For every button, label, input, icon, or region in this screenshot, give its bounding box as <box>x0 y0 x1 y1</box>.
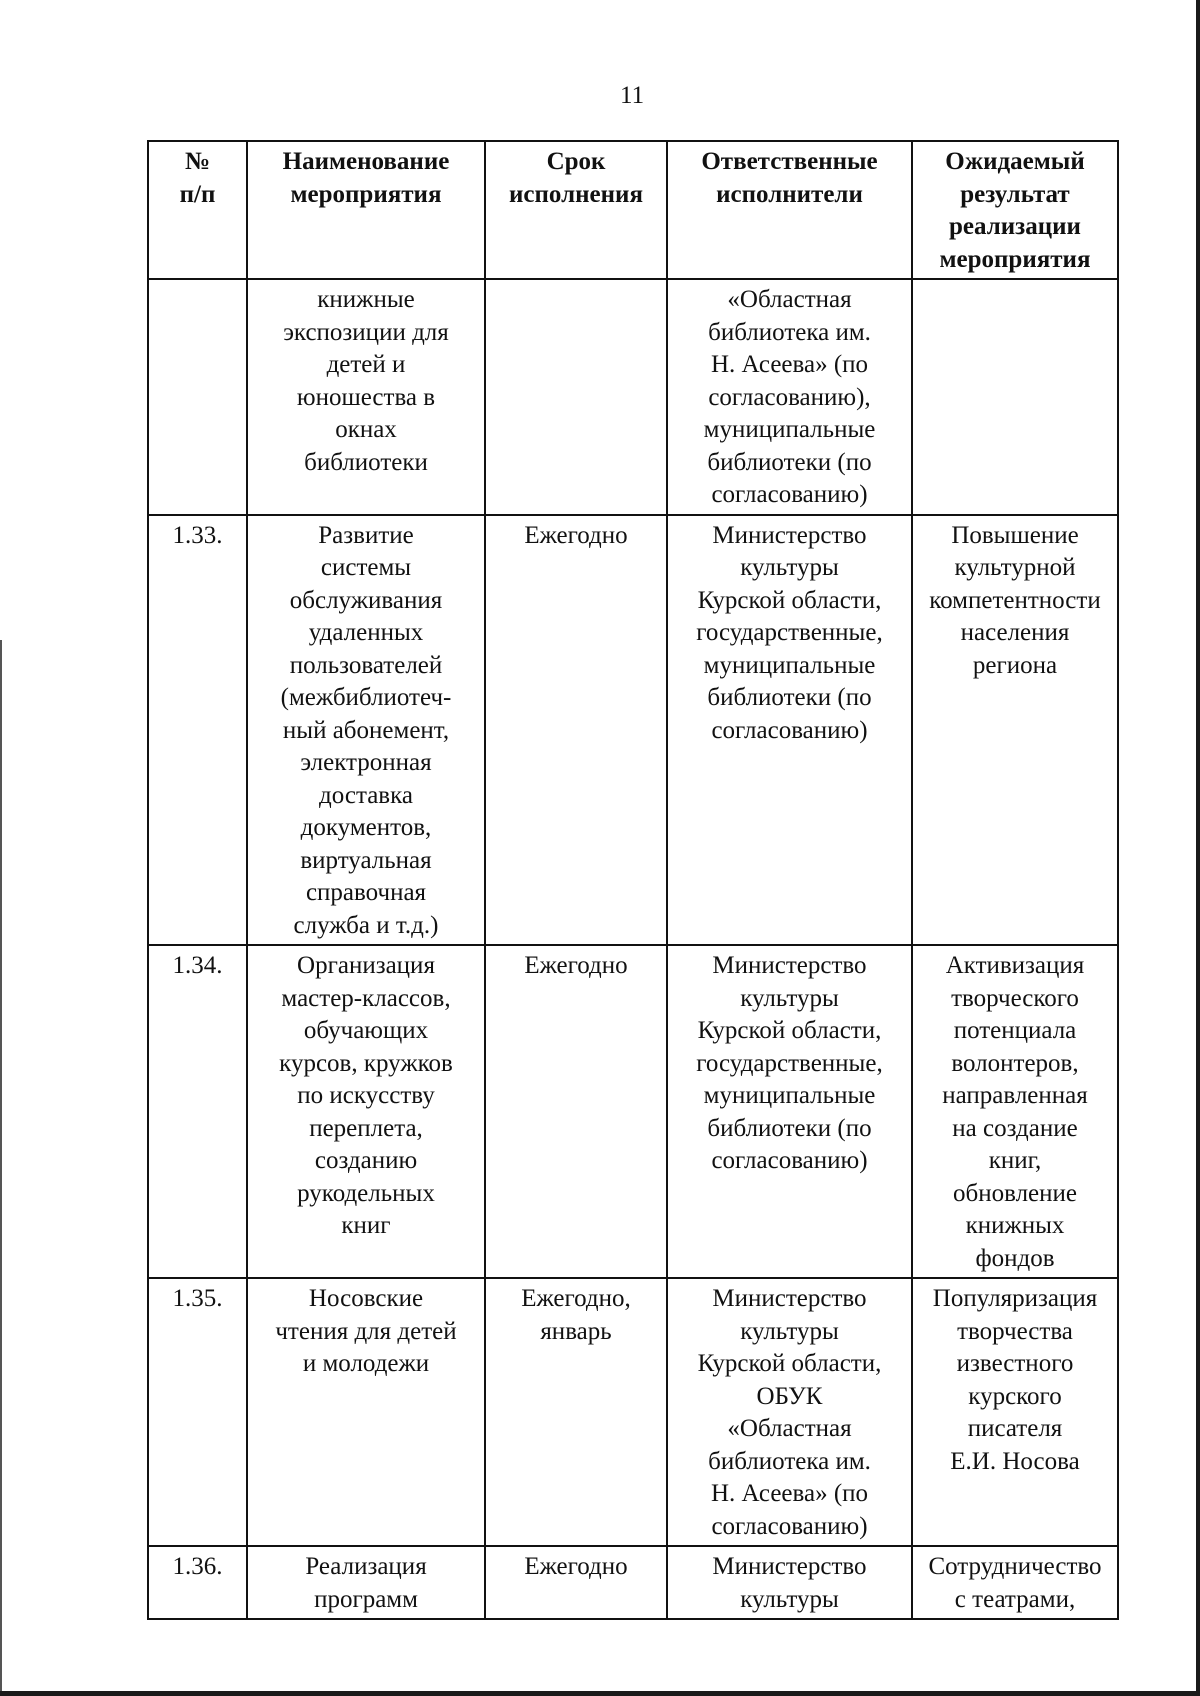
row-deadline: Ежегодно <box>485 945 667 1278</box>
scan-edge-right <box>1196 0 1200 1696</box>
header-expected-result: Ожидаемый результат реализации мероприятия <box>912 141 1118 279</box>
row-activity-name: книжные экспозиции для детей и юношества в окнах библиотеки <box>247 279 485 515</box>
row-deadline: Ежегодно <box>485 515 667 946</box>
row-number <box>148 279 247 515</box>
row-activity-name: Носовские чтения для детей и молодежи <box>247 1278 485 1546</box>
header-deadline: Срок исполнения <box>485 141 667 279</box>
table-header-row <box>148 141 1118 279</box>
table-row <box>148 945 1118 1278</box>
row-responsible: Министерство культуры Курской области, ОБУК «Областная библиотека им. Н. Асеева» (по согласованию) <box>667 1278 912 1546</box>
row-expected-result: Сотрудничество с театрами, <box>912 1546 1118 1619</box>
row-number: 1.34. <box>148 945 247 1278</box>
table-row <box>148 515 1118 946</box>
row-expected-result <box>912 279 1118 515</box>
row-number: 1.35. <box>148 1278 247 1546</box>
row-deadline: Ежегодно <box>485 1546 667 1619</box>
row-responsible: Министерство культуры Курской области, государственные, муниципальные библиотеки (по согласованию) <box>667 945 912 1278</box>
header-activity-name: Наименование мероприятия <box>247 141 485 279</box>
row-deadline <box>485 279 667 515</box>
scan-edge-left <box>0 640 2 1696</box>
row-activity-name: Реализация программ <box>247 1546 485 1619</box>
scan-edge-bottom <box>0 1691 1200 1696</box>
table-row <box>148 1546 1118 1619</box>
row-responsible: Министерство культуры Курской области, государственные, муниципальные библиотеки (по согласованию) <box>667 515 912 946</box>
activities-table <box>147 140 1119 1620</box>
row-number: 1.33. <box>148 515 247 946</box>
row-activity-name: Организация мастер-классов, обучающих курсов, кружков по искусству переплета, созданию рукодельных книг <box>247 945 485 1278</box>
row-activity-name: Развитие системы обслуживания удаленных пользователей (межбиблиотеч- ный абонемент, электронная доставка документов, виртуальная справочная служба и т.д.) <box>247 515 485 946</box>
row-number: 1.36. <box>148 1546 247 1619</box>
row-expected-result: Активизация творческого потенциала волонтеров, направленная на создание книг, обновление книжных фондов <box>912 945 1118 1278</box>
row-responsible: «Областная библиотека им. Н. Асеева» (по согласованию), муниципальные библиотеки (по согласованию) <box>667 279 912 515</box>
table-row <box>148 279 1118 515</box>
row-expected-result: Повышение культурной компетентности населения региона <box>912 515 1118 946</box>
table-row <box>148 1278 1118 1546</box>
header-responsible: Ответственные исполнители <box>667 141 912 279</box>
page-number: 11 <box>620 82 645 109</box>
row-deadline: Ежегодно, январь <box>485 1278 667 1546</box>
header-number: № п/п <box>148 141 247 279</box>
row-expected-result: Популяризация творчества известного курского писателя Е.И. Носова <box>912 1278 1118 1546</box>
row-responsible: Министерство культуры <box>667 1546 912 1619</box>
